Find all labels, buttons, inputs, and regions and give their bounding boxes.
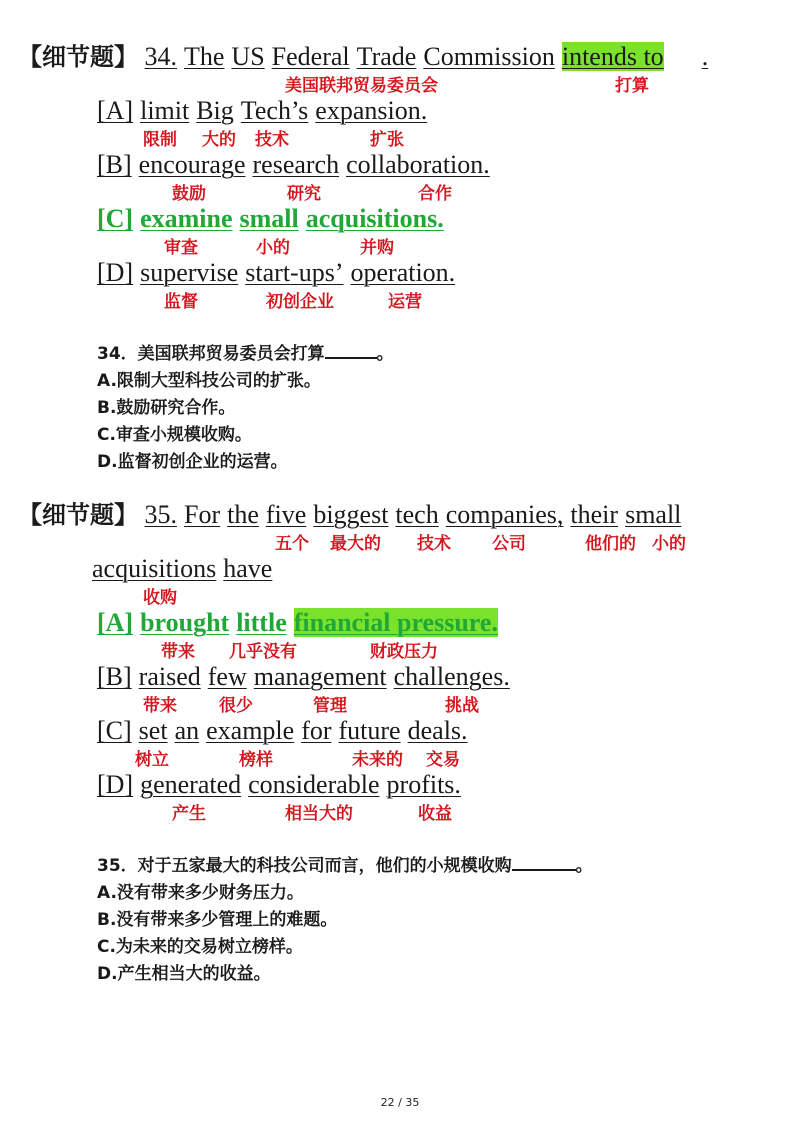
stem-word: tech bbox=[395, 500, 439, 529]
option-letter: [B] bbox=[97, 662, 132, 691]
q35-stem-line-2 bbox=[92, 554, 272, 584]
q35-a-note-2: 几乎没有 bbox=[229, 642, 297, 662]
option-word: collaboration. bbox=[346, 150, 490, 179]
option-word: Tech’s bbox=[240, 96, 309, 125]
q34-d-note-2: 初创企业 bbox=[266, 292, 334, 312]
page-number bbox=[0, 1096, 800, 1109]
page-current: 22 bbox=[380, 1096, 395, 1109]
q34-c-note-2: 小的 bbox=[256, 238, 290, 258]
translation-text: 34．美国联邦贸易委员会打算 bbox=[97, 344, 325, 364]
option-letter: [D] bbox=[97, 258, 134, 287]
q35-note-small: 小的 bbox=[652, 534, 686, 554]
q34-a-note-3: 技术 bbox=[255, 130, 289, 150]
q34-translation-d: D.监督初创企业的运营。 bbox=[97, 452, 288, 472]
q34-note-intends: 打算 bbox=[615, 76, 649, 96]
q35-a-note-3: 财政压力 bbox=[370, 642, 438, 662]
option-word: supervise bbox=[140, 258, 239, 287]
option-word: for bbox=[301, 716, 332, 745]
q35-translation-c: C.为未来的交易树立榜样。 bbox=[97, 937, 303, 957]
option-letter: [A] bbox=[97, 608, 134, 637]
option-word: example bbox=[206, 716, 295, 745]
q35-d-note-2: 相当大的 bbox=[285, 804, 353, 824]
option-word: generated bbox=[140, 770, 242, 799]
q35-note-five: 五个 bbox=[275, 534, 309, 554]
q34-a-note-1: 限制 bbox=[143, 130, 177, 150]
stem-word: The bbox=[184, 42, 225, 71]
q35-option-a-answer bbox=[97, 608, 498, 638]
q35-note-biggest: 最大的 bbox=[330, 534, 381, 554]
q35-option-d bbox=[97, 770, 461, 800]
option-letter: [C] bbox=[97, 204, 134, 233]
q35-d-note-3: 收益 bbox=[418, 804, 452, 824]
option-word: set bbox=[138, 716, 168, 745]
q35-d-note-1: 产生 bbox=[172, 804, 206, 824]
answer-blank bbox=[325, 343, 377, 359]
option-word: Big bbox=[196, 96, 234, 125]
option-letter: [B] bbox=[97, 150, 132, 179]
option-word: considerable bbox=[248, 770, 380, 799]
translation-text: 。 bbox=[376, 344, 394, 364]
q34-c-note-3: 并购 bbox=[360, 238, 394, 258]
option-word: examine bbox=[140, 204, 233, 233]
q35-c-note-4: 交易 bbox=[426, 750, 460, 770]
stem-word: small bbox=[625, 500, 682, 529]
q35-translation-d: D.产生相当大的收益。 bbox=[97, 964, 271, 984]
q35-note-acquisitions: 收购 bbox=[143, 588, 177, 608]
option-word: few bbox=[207, 662, 247, 691]
stem-word: US bbox=[231, 42, 265, 71]
option-word: raised bbox=[138, 662, 201, 691]
q34-translation-b: B.鼓励研究合作。 bbox=[97, 398, 236, 418]
option-word: future bbox=[338, 716, 401, 745]
q35-b-note-4: 挑战 bbox=[445, 696, 479, 716]
q35-c-note-3: 未来的 bbox=[352, 750, 403, 770]
option-letter: [A] bbox=[97, 96, 134, 125]
q34-a-note-2: 大的 bbox=[202, 130, 236, 150]
translation-text: 。 bbox=[575, 856, 593, 876]
q35-b-note-3: 管理 bbox=[313, 696, 347, 716]
q34-d-note-3: 运营 bbox=[388, 292, 422, 312]
option-highlight: financial pressure. bbox=[293, 608, 498, 637]
q34-stem-line bbox=[18, 42, 708, 72]
q35-note-companies: 公司 bbox=[492, 534, 526, 554]
option-letter: [D] bbox=[97, 770, 134, 799]
q35-a-note-1: 带来 bbox=[161, 642, 195, 662]
q34-option-d bbox=[97, 258, 455, 288]
q35-stem-line bbox=[18, 500, 681, 530]
stem-word: Commission bbox=[423, 42, 555, 71]
q34-option-b bbox=[97, 150, 490, 180]
q35-translation-a: A.没有带来多少财务压力。 bbox=[97, 883, 304, 903]
stem-word: For bbox=[184, 500, 221, 529]
q35-c-note-2: 榜样 bbox=[239, 750, 273, 770]
stem-word: Federal bbox=[271, 42, 350, 71]
q34-translation-stem bbox=[97, 343, 394, 365]
q35-b-note-1: 带来 bbox=[143, 696, 177, 716]
option-word: acquisitions. bbox=[305, 204, 444, 233]
option-word: profits. bbox=[386, 770, 461, 799]
translation-text: 35．对于五家最大的科技公司而言，他们的小规模收购 bbox=[97, 856, 512, 876]
stem-word: five bbox=[265, 500, 307, 529]
q34-translation-a: A.限制大型科技公司的扩张。 bbox=[97, 371, 321, 391]
q35-option-b bbox=[97, 662, 510, 692]
option-word: an bbox=[174, 716, 200, 745]
option-word: challenges. bbox=[393, 662, 510, 691]
option-word: start-ups’ bbox=[245, 258, 344, 287]
q34-option-c-answer bbox=[97, 204, 444, 234]
q35-note-tech: 技术 bbox=[417, 534, 451, 554]
option-word: expansion. bbox=[315, 96, 428, 125]
q34-b-note-3: 合作 bbox=[418, 184, 452, 204]
option-word: brought bbox=[140, 608, 230, 637]
q35-translation-b: B.没有带来多少管理上的难题。 bbox=[97, 910, 338, 930]
stem-word: acquisitions bbox=[92, 554, 217, 583]
q34-b-note-1: 鼓励 bbox=[172, 184, 206, 204]
q35-note-their: 他们的 bbox=[585, 534, 636, 554]
option-letter: [C] bbox=[97, 716, 132, 745]
option-word: small bbox=[239, 204, 299, 233]
stem-highlight: intends to bbox=[561, 42, 664, 71]
q35-number: 35. bbox=[144, 500, 177, 529]
answer-blank bbox=[512, 855, 576, 871]
option-word: research bbox=[252, 150, 340, 179]
stem-blank-period: . bbox=[701, 42, 709, 71]
q34-option-a bbox=[97, 96, 427, 126]
option-word: deals. bbox=[407, 716, 468, 745]
q34-b-note-2: 研究 bbox=[287, 184, 321, 204]
stem-word: have bbox=[223, 554, 273, 583]
q35-b-note-2: 很少 bbox=[219, 696, 253, 716]
q35-tag: 【细节题】 bbox=[18, 501, 138, 529]
stem-word: biggest bbox=[313, 500, 389, 529]
q34-a-note-4: 扩张 bbox=[370, 130, 404, 150]
page-separator: / bbox=[398, 1096, 402, 1109]
q34-d-note-1: 监督 bbox=[164, 292, 198, 312]
q34-translation-c: C.审查小规模收购。 bbox=[97, 425, 252, 445]
q35-option-c bbox=[97, 716, 468, 746]
option-word: little bbox=[236, 608, 287, 637]
q34-c-note-1: 审查 bbox=[164, 238, 198, 258]
option-word: management bbox=[253, 662, 387, 691]
option-word: encourage bbox=[138, 150, 246, 179]
page-total: 35 bbox=[405, 1096, 420, 1109]
q35-translation-stem bbox=[97, 855, 593, 877]
q35-c-note-1: 树立 bbox=[135, 750, 169, 770]
stem-word: their bbox=[570, 500, 619, 529]
q34-note-commission: 美国联邦贸易委员会 bbox=[285, 76, 438, 96]
stem-word: Trade bbox=[356, 42, 417, 71]
stem-word: companies, bbox=[445, 500, 564, 529]
q34-tag: 【细节题】 bbox=[18, 43, 138, 71]
stem-word: the bbox=[227, 500, 259, 529]
option-word: limit bbox=[140, 96, 190, 125]
q34-number: 34. bbox=[144, 42, 177, 71]
option-word: operation. bbox=[350, 258, 456, 287]
